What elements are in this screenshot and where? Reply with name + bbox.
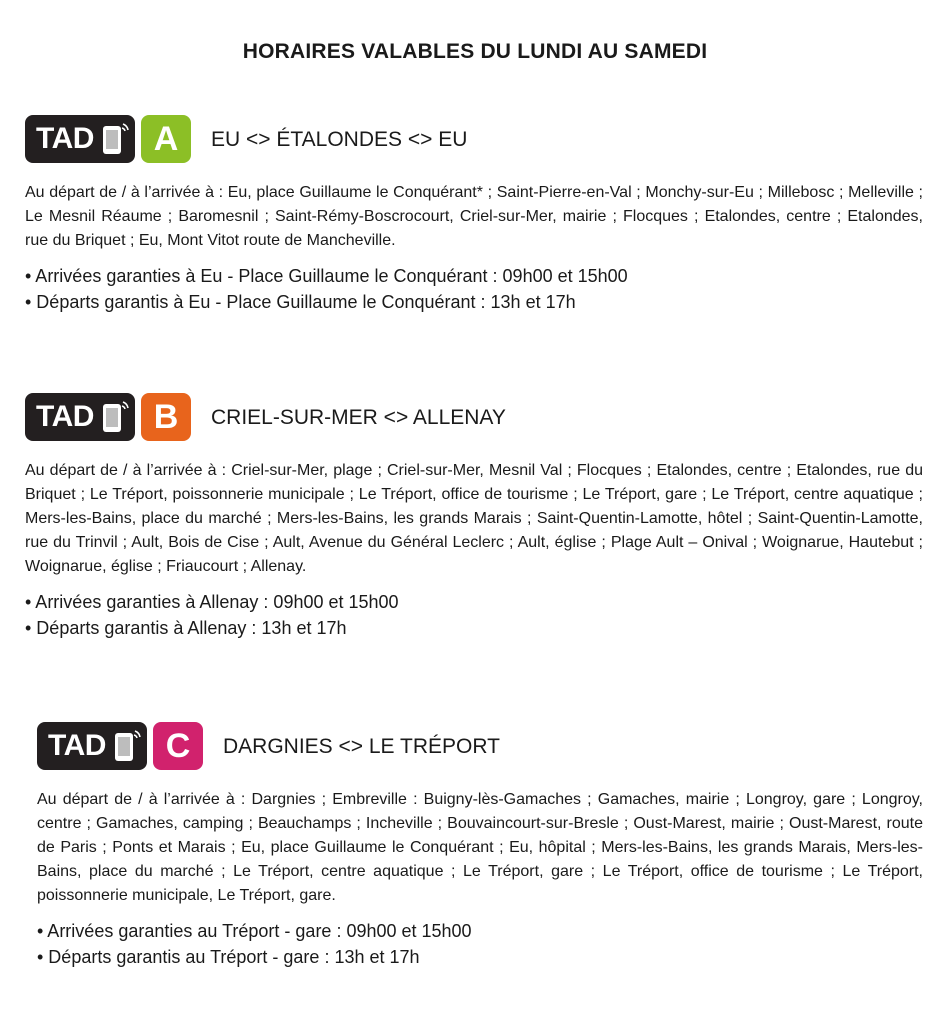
arrivals-time: • Arrivées garanties au Tréport - gare : 09h00 et 15h00 — [37, 921, 472, 941]
stops-description: Au départ de / à l’arrivée à : Dargnies ; Embreville : Buigny-lès-Gamaches ; Gamaches, mairie ; Longroy, gare ; Longroy, centre ; Gamaches, camping ; Beauchamps ; Incheville ; Bouvaincourt-sur-Bresle ; Oust-Marest, mairie ; Oust-Marest, route de Paris ; Ponts et Marais ; Eu, place Guillaume le Conquérant ; Eu, hôpital ; Mers-les-Bains, les grands Marais, Mers-les-Bains, place du marché ; Le Tréport, centre aquatique ; Le Tréport, gare ; Le Tréport, office de tourisme ; Le Tréport, poissonnerie municipale, Le Tréport, gare. — [37, 791, 923, 904]
tad-logo-text: TAD — [48, 729, 106, 762]
line-letter-badge: A — [141, 115, 191, 163]
tad-logo — [25, 393, 135, 441]
arrivals-time: • Arrivées garanties à Allenay : 09h00 et 15h00 — [25, 592, 399, 612]
page-title: HORAIRES VALABLES DU LUNDI AU SAMEDI — [242, 40, 708, 63]
section-line-c — [37, 722, 923, 970]
tad-logo — [37, 722, 147, 770]
smartphone-icon — [113, 729, 141, 763]
line-header — [25, 115, 923, 165]
route-name: DARGNIES <> LE TRÉPORT — [223, 735, 500, 758]
departures-time: • Départs garantis à Eu - Place Guillaume le Conquérant : 13h et 17h — [25, 292, 576, 312]
guaranteed-times — [37, 918, 923, 970]
tad-logo — [25, 115, 135, 163]
guaranteed-times — [25, 589, 923, 641]
line-header — [37, 722, 923, 772]
departures-time: • Départs garantis à Allenay : 13h et 17h — [25, 618, 347, 638]
section-line-a — [25, 115, 923, 315]
line-letter-badge: B — [141, 393, 191, 441]
tad-logo-text: TAD — [36, 122, 94, 155]
line-header — [25, 393, 923, 443]
arrivals-time: • Arrivées garanties à Eu - Place Guillaume le Conquérant : 09h00 et 15h00 — [25, 266, 628, 286]
tad-logo-text: TAD — [36, 400, 94, 433]
route-name: EU <> ÉTALONDES <> EU — [211, 128, 468, 151]
line-letter-badge: C — [153, 722, 203, 770]
guaranteed-times — [25, 263, 923, 315]
stops-description: Au départ de / à l’arrivée à : Eu, place Guillaume le Conquérant* ; Saint-Pierre-en-Val ; Monchy-sur-Eu ; Millebosc ; Melleville ; Le Mesnil Réaume ; Baromesnil ; Saint-Rémy-Boscrocourt, Criel-sur-Mer, mairie ; Flocques ; Etalondes, centre ; Etalondes, rue du Briquet ; Eu, Mont Vitot route de Mancheville. — [25, 184, 923, 249]
stops-description: Au départ de / à l’arrivée à : Criel-sur-Mer, plage ; Criel-sur-Mer, Mesnil Val ; Flocques ; Etalondes, centre ; Etalondes, rue du Briquet ; Le Tréport, poissonnerie municipale ; Le Tréport, office de tourisme ; Le Tréport, gare ; Le Tréport, centre aquatique ; Mers-les-Bains, place du marché ; Mers-les-Bains, les grands Marais ; Saint-Quentin-Lamotte, hôtel ; Saint-Quentin-Lamotte, rue du Trinvil ; Ault, Bois de Cise ; Ault, Avenue du Général Leclerc ; Ault, église ; Plage Ault – Onival ; Woignarue, Hautebut ; Woignarue, église ; Friaucourt ; Allenay. — [25, 462, 923, 575]
smartphone-icon — [101, 122, 129, 156]
departures-time: • Départs garantis au Tréport - gare : 13h et 17h — [37, 947, 420, 967]
smartphone-icon — [101, 400, 129, 434]
section-line-b — [25, 393, 923, 641]
route-name: CRIEL-SUR-MER <> ALLENAY — [211, 406, 506, 429]
